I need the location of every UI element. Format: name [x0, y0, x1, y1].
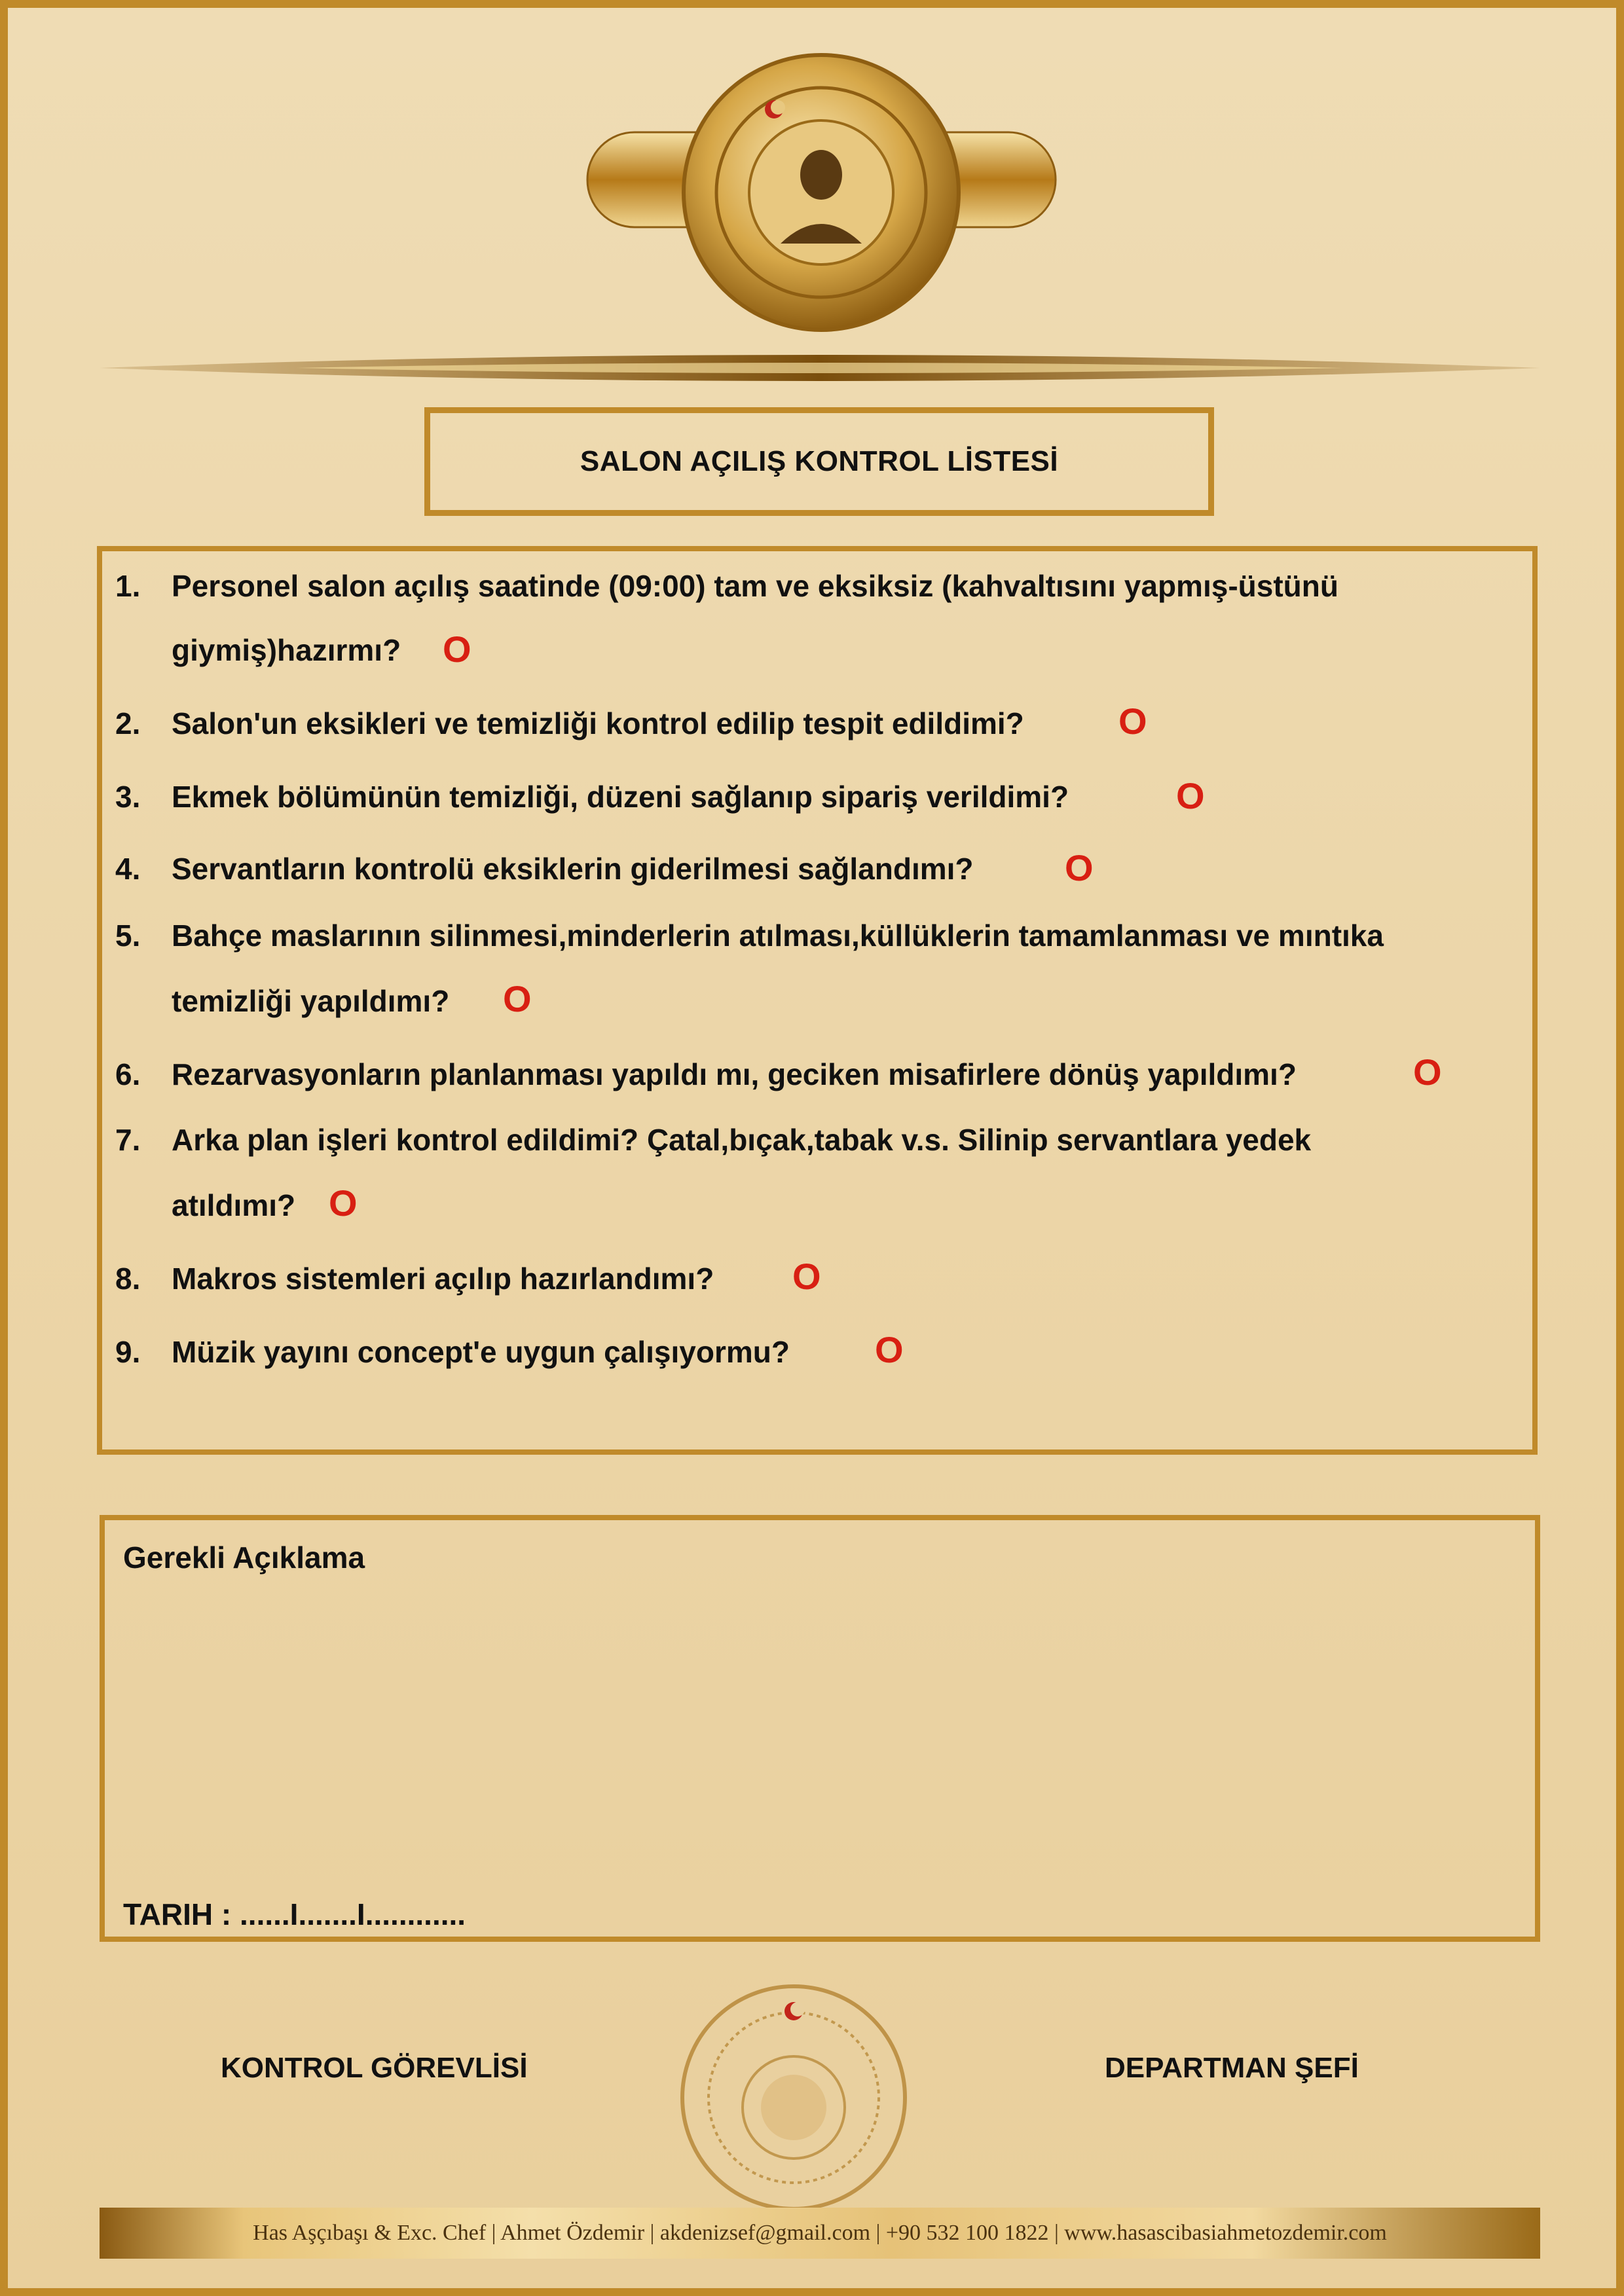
checklist-item-text: atıldımı?	[172, 1188, 296, 1222]
checklist-item-number: 2.	[115, 706, 141, 740]
signature-label-department-chief: DEPARTMAN ŞEFİ	[1105, 2052, 1359, 2084]
footer-bar	[100, 2208, 1540, 2259]
checklist	[97, 546, 1538, 1455]
date-field[interactable]: TARIH : ......I.......I............	[123, 1897, 466, 1931]
checklist-item-number: 5.	[115, 919, 141, 953]
checklist-item-number: 1.	[115, 569, 141, 603]
checklist-item-checkbox[interactable]: O	[1413, 1051, 1442, 1093]
page-title-text: SALON AÇILIŞ KONTROL LİSTESİ	[580, 445, 1059, 477]
checklist-item-text: giymiş)hazırmı?	[172, 633, 401, 667]
checklist-item-text: Makros sistemleri açılıp hazırlandımı?	[172, 1262, 714, 1296]
checklist-item-number: 7.	[115, 1123, 141, 1157]
checklist-item-number: 6.	[115, 1057, 141, 1091]
checklist-item-text: Arka plan işleri kontrol edildimi? Çatal,bıçak,tabak v.s. Silinip servantlara yedek	[172, 1123, 1312, 1157]
gold-divider	[100, 348, 1540, 388]
checklist-item-text: Servantların kontrolü eksiklerin giderilmesi sağlandımı?	[172, 852, 974, 886]
seal-icon	[676, 1980, 912, 2215]
checklist-item-text: Personel salon açılış saatinde (09:00) tam ve eksiksiz (kahvaltısını yapmış-üstünü	[172, 569, 1338, 603]
checklist-item-text: Rezarvasyonların planlanması yapıldı mı, geciken misafirlere dönüş yapıldımı?	[172, 1057, 1297, 1091]
footer-contact: Has Aşçıbaşı & Exc. Chef | Ahmet Özdemir | akdenizsef@gmail.com | +90 532 100 1822 | www.hasascibasiahmetozdemir.com	[253, 2221, 1387, 2245]
checklist-item-checkbox[interactable]: O	[792, 1256, 821, 1297]
checklist-item-text: Bahçe maslarının silinmesi,minderlerin atılması,küllüklerin tamamlanması ve mıntıka	[172, 919, 1384, 953]
checklist-item-checkbox[interactable]: O	[1176, 775, 1205, 816]
notes-label: Gerekli Açıklama	[123, 1540, 365, 1575]
checklist-item-text: Ekmek bölümünün temizliği, düzeni sağlanıp sipariş verildimi?	[172, 780, 1069, 814]
checklist-item-checkbox[interactable]: O	[1118, 701, 1147, 742]
checklist-item-checkbox[interactable]: O	[329, 1182, 358, 1224]
notes-field[interactable]	[100, 1515, 1540, 1942]
checklist-item-number: 4.	[115, 852, 141, 886]
page-title	[424, 407, 1214, 516]
checklist-item-text: temizliği yapıldımı?	[172, 984, 450, 1018]
gold-emblem-icon	[584, 47, 1059, 338]
checklist-item-number: 9.	[115, 1335, 141, 1369]
checklist-item-number: 3.	[115, 780, 141, 814]
checklist-item-checkbox[interactable]: O	[1065, 847, 1094, 888]
checklist-item-text: Müzik yayını concept'e uygun çalışıyormu?	[172, 1335, 790, 1369]
checklist-item-checkbox[interactable]: O	[443, 629, 471, 670]
checklist-item-checkbox[interactable]: O	[503, 978, 532, 1019]
checklist-item-text: Salon'un eksikleri ve temizliği kontrol edilip tespit edildimi?	[172, 706, 1024, 740]
checklist-item-number: 8.	[115, 1262, 141, 1296]
checklist-item-checkbox[interactable]: O	[875, 1329, 904, 1370]
signature-label-control-officer: KONTROL GÖREVLİSİ	[221, 2052, 528, 2084]
